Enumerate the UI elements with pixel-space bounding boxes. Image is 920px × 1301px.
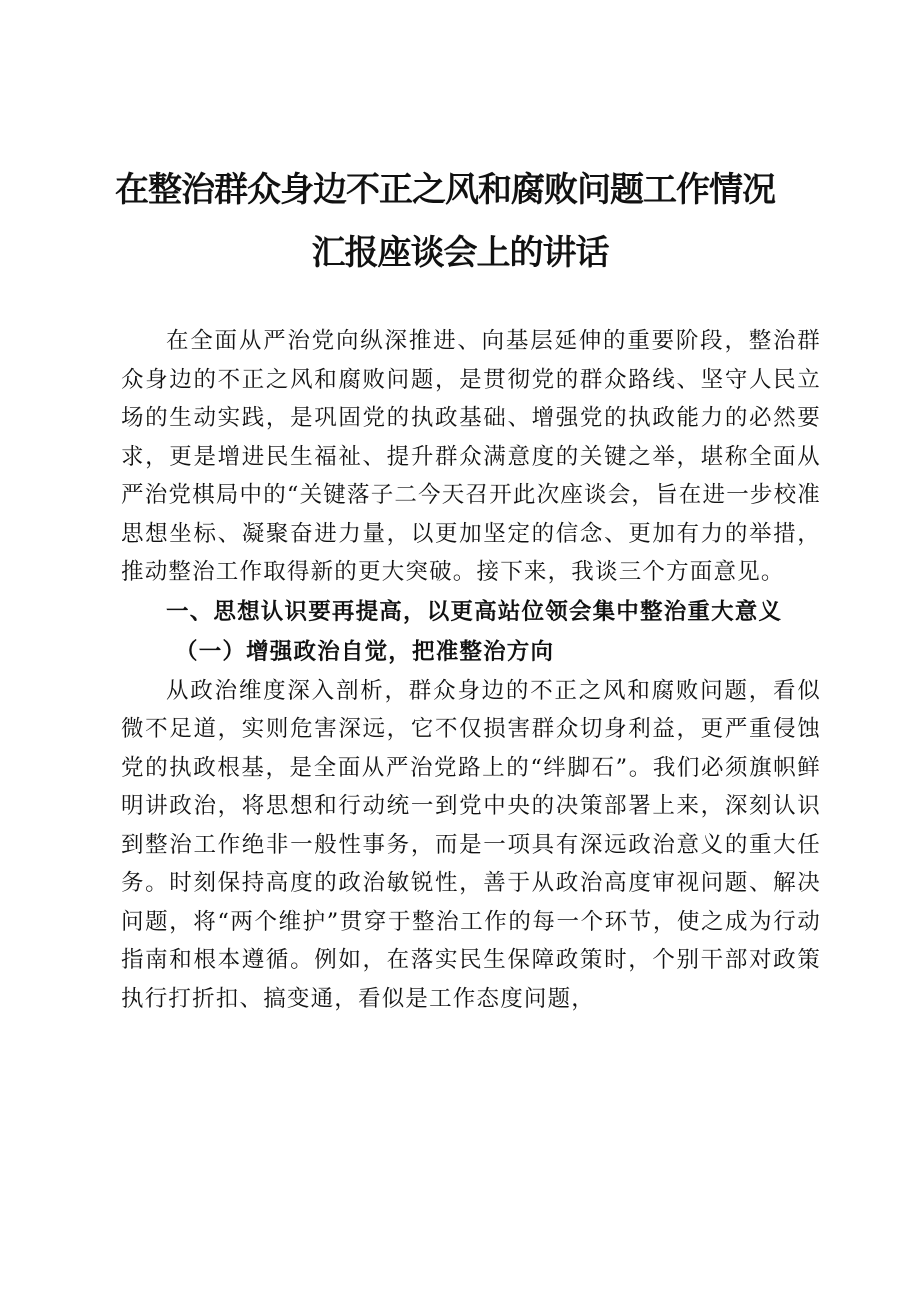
document-title-line-2: 汇报座谈会上的讲话 <box>311 233 609 273</box>
subsection-1-heading: （一）增强政治自觉，把准整治方向 <box>175 638 555 665</box>
document-title-line-1: 在整治群众身边不正之风和腐败问题工作情况 <box>115 170 775 210</box>
document-body <box>121 322 821 1018</box>
intro-paragraph: 在全面从严治党向纵深推进、向基层延伸的重要阶段，整治群众身边的不正之风和腐败问题，是贯彻党的群众路线、坚守人民立场的生动实践，是巩固党的执政基础、增强党的执政能力的必然要求，更是增进民生福祉、提升群众满意度的关键之举，堪称全面从严治党棋局中的“关键落子二今天召开此次座谈会，旨在进一步校准思想坐标、凝聚奋进力量，以更加坚定的信念、更加有力的举措，推动整治工作取得新的更大突破。接下来，我谈三个方面意见。 <box>121 328 822 585</box>
section-1-heading: 一、思想认识要再提高，以更高站位领会集中整治重大意义 <box>166 598 783 625</box>
subsection-1-paragraph: 从政治维度深入剖析，群众身边的不正之风和腐败问题，看似微不足道，实则危害深远，它不仅损害群众切身利益，更严重侵蚀党的执政根基，是全面从严治党路上的“绊脚石”。我们必须旗帜鲜明讲政治，将思想和行动统一到党中央的决策部署上来，深刻认识到整治工作绝非一般性事务，而是一项具有深远政治意义的重大任务。时刻保持高度的政治敏锐性，善于从政治高度审视问题、解决问题，将“两个维护”贯穿于整治工作的每一个环节，使之成为行动指南和根本遵循。例如，在落实民生保障政策时，个别干部对政策执行打折扣、搞变通，看似是工作态度问题， <box>121 677 821 1012</box>
